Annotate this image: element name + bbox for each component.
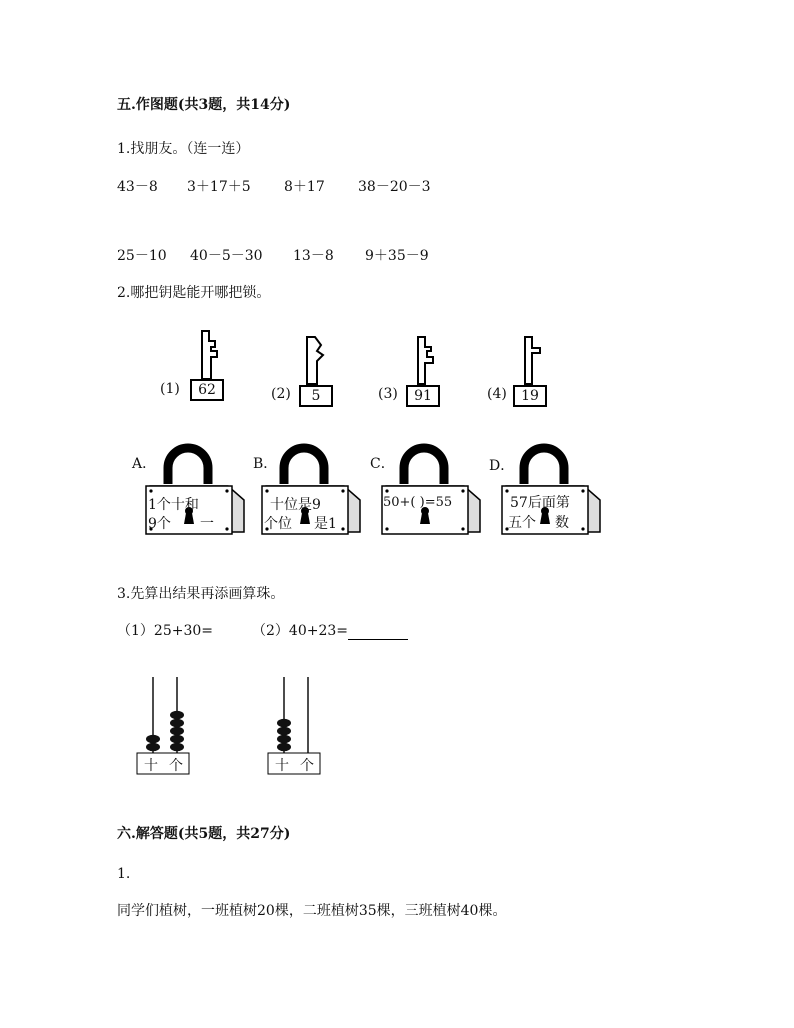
key-3 <box>384 334 444 424</box>
section5-title: 五.作图题(共3题，共14分) <box>117 97 291 113</box>
lock-c-line1: 50+( )=55 <box>383 495 453 510</box>
abacus-bead <box>277 743 291 752</box>
abacus-bead <box>277 719 291 728</box>
lock-d-line2: 五个 <box>508 515 536 531</box>
key-4-number: 19 <box>513 385 547 407</box>
abacus-2[interactable] <box>267 676 327 786</box>
q3-answer-blank[interactable] <box>348 625 408 640</box>
q1-row1-expr-2: 3＋17＋5 <box>187 179 251 195</box>
abacus-bead <box>277 735 291 744</box>
abacus-1-tens-beads <box>146 735 160 752</box>
abacus-2-tens-beads <box>277 719 291 752</box>
lock-d-letter: D． <box>489 458 515 474</box>
lock-a <box>142 442 246 542</box>
lock-d-line2b: 数 <box>555 515 569 531</box>
q1-row1-expr-4: 38－20－3 <box>358 179 431 195</box>
abacus-1-ones-label: 个 <box>169 758 183 774</box>
abacus-1[interactable] <box>136 676 196 786</box>
q1-row2-expr-3: 13－8 <box>293 248 334 264</box>
lock-a-line2b: 一 <box>200 516 214 532</box>
abacus-bead <box>170 743 184 752</box>
padlock-icon <box>378 442 482 538</box>
key-3-number: 91 <box>406 385 440 407</box>
q2-prompt: 2.哪把钥匙能开哪把锁。 <box>117 285 271 301</box>
abacus-bead <box>170 711 184 720</box>
key-1 <box>168 328 228 418</box>
key-2-label: (2) <box>271 386 291 402</box>
key-2 <box>277 334 337 424</box>
abacus-bead <box>170 735 184 744</box>
lock-c <box>378 442 482 542</box>
abacus-2-ones-label: 个 <box>300 758 314 774</box>
key-1-label: (1) <box>160 381 180 397</box>
lock-d <box>498 442 602 542</box>
lock-a-letter: A． <box>132 456 157 472</box>
key-1-number: 62 <box>190 379 224 401</box>
abacus-bead <box>277 727 291 736</box>
lock-b <box>258 442 362 542</box>
q3-item2-text: （2）40+23= <box>252 623 348 639</box>
q1-row2-expr-4: 9＋35－9 <box>365 248 429 264</box>
q1-row2-expr-2: 40－5－30 <box>190 248 263 264</box>
lock-c-letter: C． <box>370 456 395 472</box>
lock-b-letter: B． <box>253 456 278 472</box>
lock-b-line2: 个位 <box>264 516 292 532</box>
lock-b-line2b: 是1 <box>314 516 337 532</box>
q3-item1: （1）25+30= <box>117 623 213 639</box>
q3-prompt: 3.先算出结果再添画算珠。 <box>117 586 285 602</box>
lock-a-line2: 9个 <box>148 516 171 532</box>
q3-item2 <box>252 620 408 640</box>
abacus-bead <box>170 719 184 728</box>
key-3-label: (3) <box>378 386 398 402</box>
lock-d-line1: 57后面第 <box>510 495 570 511</box>
key-4 <box>491 334 551 424</box>
abacus-1-ones-beads <box>170 711 184 752</box>
abacus-2-tens-label: 十 <box>275 758 289 774</box>
key-4-label: (4) <box>487 386 507 402</box>
section6-q1-text: 同学们植树，一班植树20棵，二班植树35棵，三班植树40棵。 <box>117 903 507 919</box>
key-2-number: 5 <box>299 385 333 407</box>
abacus-1-tens-label: 十 <box>144 758 158 774</box>
lock-a-line1: 1个十和 <box>148 497 199 513</box>
q1-row1-expr-3: 8＋17 <box>284 179 325 195</box>
section6-title: 六.解答题(共5题，共27分) <box>117 826 291 842</box>
abacus-bead <box>146 735 160 744</box>
section6-q1-number: 1. <box>117 866 131 882</box>
q1-row1-expr-1: 43－8 <box>117 179 158 195</box>
lock-b-line1: 十位是9 <box>270 497 321 513</box>
abacus-bead <box>146 743 160 752</box>
abacus-bead <box>170 727 184 736</box>
q1-prompt: 1.找朋友。（连一连） <box>117 141 250 157</box>
q1-row2-expr-1: 25－10 <box>117 248 167 264</box>
